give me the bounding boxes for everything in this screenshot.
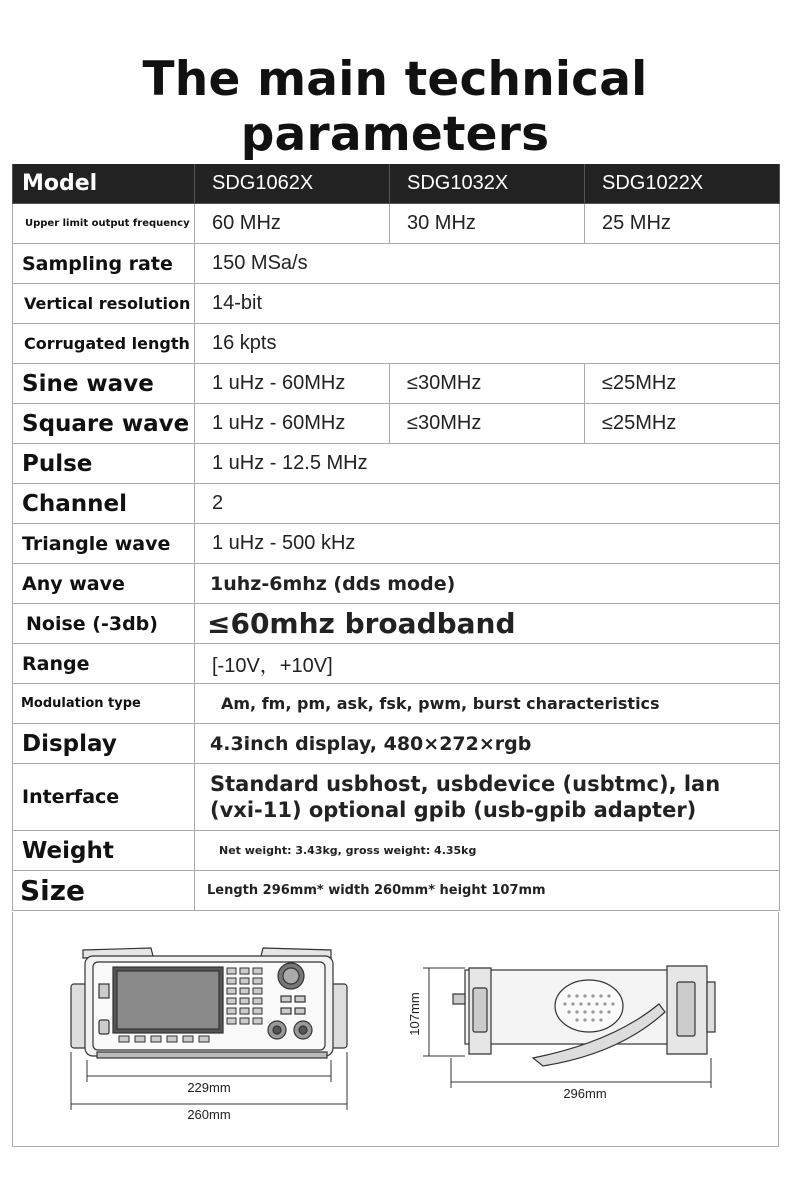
label-anywave: Any wave — [13, 564, 195, 604]
value-square-2: ≤30MHz — [390, 404, 585, 444]
value-vertical: 14-bit — [195, 284, 780, 324]
label-range: Range — [13, 644, 195, 684]
value-frequency-1: 60 MHz — [195, 204, 390, 244]
label-triangle: Triangle wave — [13, 524, 195, 564]
value-square-3: ≤25MHz — [585, 404, 780, 444]
row-display — [13, 724, 780, 764]
value-size: Length 296mm* width 260mm* height 107mm — [195, 871, 780, 911]
dim-side-length: 296mm — [563, 1086, 607, 1101]
value-interface-line2: (vxi-11) optional gpib (usb-gpib adapter) — [210, 798, 697, 822]
row-sine — [13, 364, 780, 404]
row-interface — [13, 764, 780, 831]
side-view-illustration — [453, 966, 715, 1066]
row-size — [13, 871, 780, 911]
value-sine-3: ≤25MHz — [585, 364, 780, 404]
value-range: [-10V，+10V] — [195, 644, 780, 684]
value-pulse: 1 uHz - 12.5 MHz — [195, 444, 780, 484]
row-range — [13, 644, 780, 684]
row-sampling — [13, 244, 780, 284]
dimension-diagram — [12, 912, 779, 1147]
page-title: The main technical parameters — [142, 52, 648, 162]
label-size: Size — [13, 871, 195, 911]
header-label: Model — [13, 164, 195, 204]
label-frequency: Upper limit output frequency — [13, 204, 195, 244]
row-noise — [13, 604, 780, 644]
label-pulse: Pulse — [13, 444, 195, 484]
model-2: SDG1032X — [390, 164, 585, 204]
row-vertical — [13, 284, 780, 324]
label-modulation: Modulation type — [13, 684, 195, 724]
value-noise: ≤60mhz broadband — [195, 604, 780, 644]
value-sine-1: 1 uHz - 60MHz — [195, 364, 390, 404]
model-3: SDG1022X — [585, 164, 780, 204]
value-channel: 2 — [195, 484, 780, 524]
value-frequency-3: 25 MHz — [585, 204, 780, 244]
label-display: Display — [13, 724, 195, 764]
spec-table — [12, 164, 780, 911]
label-vertical: Vertical resolution — [13, 284, 195, 324]
value-corrugated: 16 kpts — [195, 324, 780, 364]
row-corrugated — [13, 324, 780, 364]
row-triangle — [13, 524, 780, 564]
model-1: SDG1062X — [195, 164, 390, 204]
row-anywave — [13, 564, 780, 604]
value-frequency-2: 30 MHz — [390, 204, 585, 244]
value-interface-line1: Standard usbhost, usbdevice (usbtmc), lan — [210, 772, 721, 796]
value-anywave: 1uhz-6mhz (dds mode) — [195, 564, 780, 604]
row-channel — [13, 484, 780, 524]
row-weight — [13, 831, 780, 871]
label-noise: Noise (-3db) — [13, 604, 195, 644]
label-square: Square wave — [13, 404, 195, 444]
header-row — [13, 164, 780, 204]
value-modulation: Am, fm, pm, ask, fsk, pwm, burst characteristics — [195, 684, 780, 724]
value-triangle: 1 uHz - 500 kHz — [195, 524, 780, 564]
dim-side-height: 107mm — [407, 992, 422, 1036]
row-frequency — [13, 204, 780, 244]
row-square — [13, 404, 780, 444]
dim-front-outer: 260mm — [187, 1107, 231, 1122]
value-sine-2: ≤30MHz — [390, 364, 585, 404]
value-sampling: 150 MSa/s — [195, 244, 780, 284]
label-sampling: Sampling rate — [13, 244, 195, 284]
dim-front-inner: 229mm — [187, 1080, 231, 1095]
dimension-drawing — [13, 912, 778, 1146]
label-weight: Weight — [13, 831, 195, 871]
value-square-1: 1 uHz - 60MHz — [195, 404, 390, 444]
value-display: 4.3inch display, 480×272×rgb — [195, 724, 780, 764]
row-modulation — [13, 684, 780, 724]
label-sine: Sine wave — [13, 364, 195, 404]
value-interface — [195, 764, 780, 831]
label-interface: Interface — [13, 764, 195, 831]
row-pulse — [13, 444, 780, 484]
value-weight: Net weight: 3.43kg, gross weight: 4.35kg — [195, 831, 780, 871]
label-corrugated: Corrugated length — [13, 324, 195, 364]
label-channel: Channel — [13, 484, 195, 524]
